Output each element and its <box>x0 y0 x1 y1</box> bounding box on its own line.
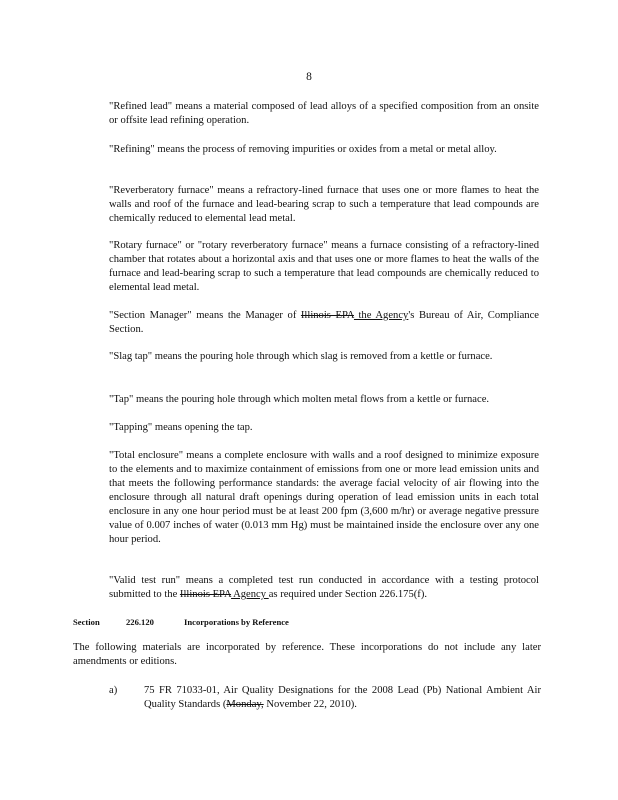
definition-term: "Section Manager" <box>109 310 192 321</box>
page-number: 8 <box>306 71 312 83</box>
definition-rotary-furnace <box>109 239 539 295</box>
inserted-text: Agency <box>231 589 269 600</box>
definition-term: "Refined lead" <box>109 101 173 112</box>
definition-section-manager <box>109 309 539 337</box>
definition-term: "Tapping" <box>109 422 153 433</box>
definition-refining <box>109 143 539 157</box>
list-item-text-pre: 75 FR 71033-01, Air Quality Designations for the 2008 Lead (Pb) National Ambient Air Quality Standards ( <box>144 685 541 710</box>
definition-text: means a furnace consisting of a refractory-lined chamber that rotates about a horizontal axis and that uses one or more flames to heat the walls of the furnace and lead-bearing scrap to such a temperature that lead compounds are chemically reduced to elemental lead metal. <box>109 240 539 293</box>
definition-text: means a complete enclosure with walls and a roof designed to minimize exposure to the elements and to maximize containment of emissions from one or more lead emission units and that meets the following performance standards: the average facial velocity of air flowing into the enclosure through all natural draft openings during operation of lead emission units in each total enclosure in any one hour period must be at least 200 fpm (3,600 m/hr) or average negative pressure value of 0.007 inches of water (0.013 mm Hg) must be maintained inside the enclosure over any one hour period. <box>109 450 539 545</box>
struck-text: Illinois EPA <box>300 310 354 321</box>
definition-term: "Reverberatory furnace" <box>109 185 214 196</box>
inserted-text: the Agency <box>353 310 409 321</box>
definition-text: means the Manager of <box>191 310 301 321</box>
definition-text: means a material composed of lead alloys of a specified composition from an onsite or offsite lead refining operation. <box>109 101 539 126</box>
definition-term: "Rotary furnace" or "rotary reverberatory furnace" <box>109 240 328 251</box>
definition-text: means the process of removing impurities or oxides from a metal or metal alloy. <box>154 144 497 155</box>
definition-slag-tap <box>109 350 539 364</box>
list-item-text-post: November 22, 2010). <box>263 699 357 710</box>
section-title: Incorporations by Reference <box>184 617 289 627</box>
definition-tapping <box>109 421 539 435</box>
intro-paragraph: The following materials are incorporated by reference. These incorporations do not include any later amendments or editions. <box>73 642 541 667</box>
definition-term: "Refining" <box>109 144 155 155</box>
definition-text: 's Bureau of Air, Compliance Section. <box>109 310 539 335</box>
definition-tap <box>109 393 539 407</box>
struck-text: Illinois EPA <box>179 589 232 600</box>
definition-total-enclosure <box>109 449 539 547</box>
definition-refined-lead <box>109 100 539 128</box>
definition-reverberatory-furnace <box>109 184 539 226</box>
definition-text: means opening the tap. <box>152 422 253 433</box>
definition-valid-test-run <box>109 574 539 602</box>
definition-text: means a refractory-lined furnace that uses one or more flames to heat the walls and roof of the furnace and lead-bearing scrap to such a temperature that lead compounds are chemically reduced to elemental lead metal. <box>109 185 539 224</box>
section-number: 226.120 <box>126 617 154 627</box>
definition-term: "Valid test run" <box>109 575 181 586</box>
definition-term: "Slag tap" <box>109 351 153 362</box>
definition-term: "Total enclosure" <box>109 450 184 461</box>
section-label: Section <box>73 617 100 627</box>
definition-term: "Tap" <box>109 394 134 405</box>
definition-text: as required under Section 226.175(f). <box>268 589 427 600</box>
definition-text: means the pouring hole through which slag is removed from a kettle or furnace. <box>152 351 493 362</box>
section-heading <box>73 617 543 627</box>
definition-text: means the pouring hole through which molten metal flows from a kettle or furnace. <box>133 394 490 405</box>
list-item-label: a) <box>109 685 118 696</box>
struck-text: Monday, <box>226 699 264 710</box>
definition-text: means a completed test run conducted in accordance with a testing protocol submitted to the <box>109 575 540 600</box>
list-item-text <box>144 684 541 712</box>
